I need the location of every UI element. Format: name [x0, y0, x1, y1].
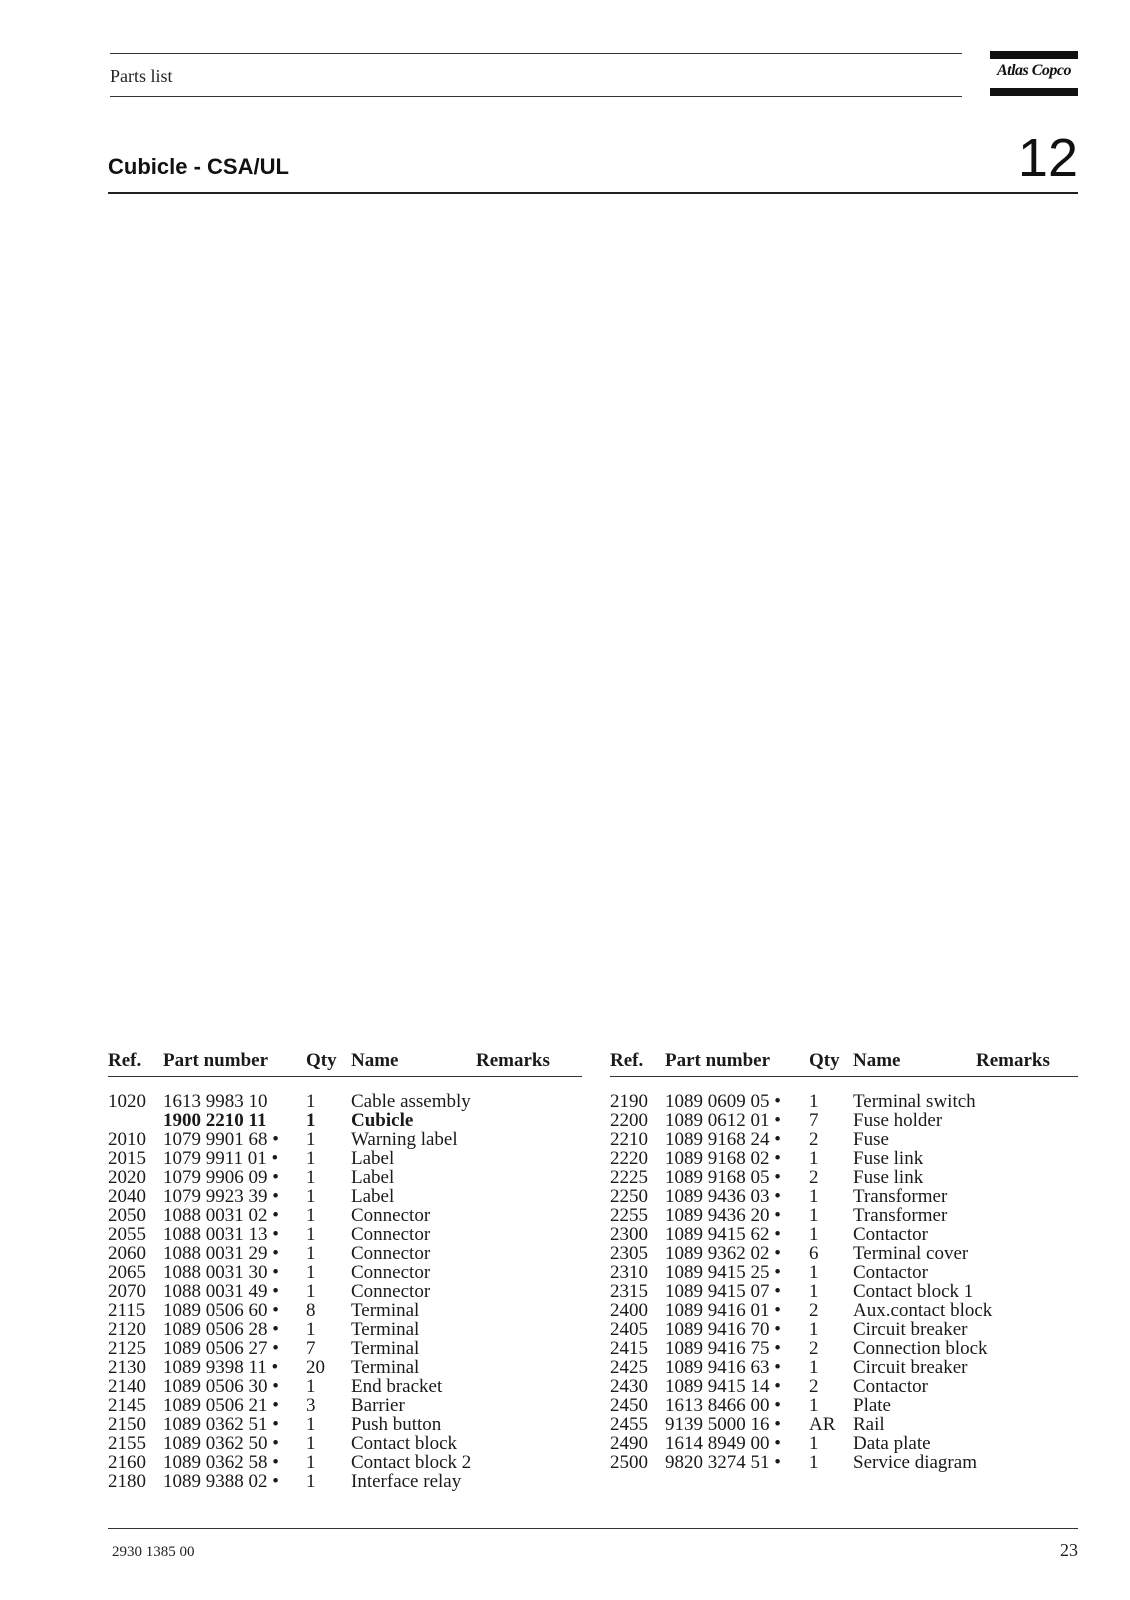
table-row [108, 1092, 582, 1111]
row-ref: 2500 [610, 1452, 648, 1473]
row-part-number: 1089 0362 50 • [163, 1433, 279, 1454]
row-ref: 2115 [108, 1300, 146, 1321]
row-ref: 2040 [108, 1186, 146, 1207]
row-ref: 2180 [108, 1471, 146, 1492]
row-qty: 1 [306, 1205, 316, 1226]
row-ref: 2405 [610, 1319, 648, 1340]
row-ref: 2140 [108, 1376, 146, 1397]
row-qty: 6 [809, 1243, 819, 1264]
table-row [610, 1263, 1078, 1282]
row-name: Data plate [853, 1433, 931, 1454]
table-row [610, 1396, 1078, 1415]
row-ref: 2060 [108, 1243, 146, 1264]
row-name: Terminal [351, 1338, 420, 1359]
row-part-number: 1088 0031 13 • [163, 1224, 279, 1245]
row-ref: 1020 [108, 1091, 146, 1112]
row-part-number: 1089 0506 60 • [163, 1300, 279, 1321]
row-qty: 1 [809, 1148, 819, 1169]
row-part-number: 1089 9415 25 • [665, 1262, 781, 1283]
col-ref: Ref. [108, 1050, 142, 1071]
table-row [610, 1358, 1078, 1377]
row-name: Connector [351, 1224, 431, 1245]
row-part-number: 1089 9416 75 • [665, 1338, 781, 1359]
table-row [108, 1301, 582, 1320]
col-name: Name [351, 1050, 399, 1071]
table-row [610, 1206, 1078, 1225]
row-name: Label [351, 1186, 395, 1207]
row-ref: 2430 [610, 1376, 648, 1397]
table-row [610, 1187, 1078, 1206]
row-name: Fuse holder [853, 1110, 943, 1131]
row-qty: 1 [809, 1186, 819, 1207]
row-ref: 2220 [610, 1148, 648, 1169]
table-row [610, 1130, 1078, 1149]
row-name: Terminal switch [853, 1091, 976, 1112]
row-ref: 2490 [610, 1433, 648, 1454]
row-part-number: 1088 0031 29 • [163, 1243, 279, 1264]
row-part-number: 1089 0362 51 • [163, 1414, 279, 1435]
row-name: Terminal [351, 1357, 420, 1378]
table-row [108, 1225, 582, 1244]
row-qty: 2 [809, 1338, 819, 1359]
row-ref: 2125 [108, 1338, 146, 1359]
row-qty: 1 [809, 1395, 819, 1416]
row-name: Push button [351, 1414, 442, 1435]
row-ref: 2150 [108, 1414, 146, 1435]
section-number: 12 [1017, 128, 1078, 188]
row-name: Circuit breaker [853, 1357, 968, 1378]
row-qty: 1 [306, 1186, 316, 1207]
row-name: Terminal [351, 1300, 420, 1321]
col-ref: Ref. [610, 1050, 644, 1071]
row-ref: 2305 [610, 1243, 648, 1264]
row-ref: 2145 [108, 1395, 146, 1416]
row-qty: 1 [306, 1167, 316, 1188]
row-name: Contact block 2 [351, 1452, 472, 1473]
table-row [610, 1225, 1078, 1244]
row-part-number: 1089 0612 01 • [665, 1110, 781, 1131]
row-qty: 1 [809, 1281, 819, 1302]
col-qty: Qty [809, 1050, 840, 1071]
header-bottom-rule [110, 96, 962, 97]
row-qty: 2 [809, 1376, 819, 1397]
row-ref: 2020 [108, 1167, 146, 1188]
col-remarks: Remarks [976, 1050, 1050, 1071]
row-name: Cubicle [351, 1110, 414, 1131]
row-name: Connector [351, 1262, 431, 1283]
row-name: Plate [853, 1395, 891, 1416]
row-qty: 1 [809, 1262, 819, 1283]
row-qty: 1 [809, 1224, 819, 1245]
row-name: Rail [853, 1414, 885, 1435]
row-part-number: 1089 9168 02 • [665, 1148, 781, 1169]
row-qty: 1 [306, 1471, 316, 1492]
table-header [610, 1050, 1078, 1077]
row-name: Fuse link [853, 1148, 924, 1169]
row-ref: 2130 [108, 1357, 146, 1378]
table-row [108, 1149, 582, 1168]
row-name: End bracket [351, 1376, 443, 1397]
row-part-number: 9139 5000 16 • [665, 1414, 781, 1435]
page-number: 23 [1060, 1540, 1078, 1560]
row-qty: 3 [306, 1395, 316, 1416]
row-qty: 2 [809, 1129, 819, 1150]
table-body-right [610, 1092, 1078, 1472]
table-row [610, 1149, 1078, 1168]
table-row [108, 1377, 582, 1396]
row-part-number: 1079 9901 68 • [163, 1129, 279, 1150]
row-qty: 1 [306, 1129, 316, 1150]
row-part-number: 1088 0031 02 • [163, 1205, 279, 1226]
row-ref: 2450 [610, 1395, 648, 1416]
row-name: Circuit breaker [853, 1319, 968, 1340]
row-name: Contact block 1 [853, 1281, 974, 1302]
document-number: 2930 1385 00 [112, 1544, 195, 1560]
row-name: Label [351, 1167, 395, 1188]
table-row [610, 1301, 1078, 1320]
brand-wordmark: Atlas Copco [996, 62, 1072, 79]
row-name: Transformer [853, 1205, 948, 1226]
table-row [108, 1187, 582, 1206]
row-ref: 2210 [610, 1129, 648, 1150]
row-part-number: 1089 9436 20 • [665, 1205, 781, 1226]
row-ref: 2425 [610, 1357, 648, 1378]
table-row [108, 1320, 582, 1339]
row-part-number: 1079 9923 39 • [163, 1186, 279, 1207]
row-name: Contactor [853, 1262, 928, 1283]
table-row [108, 1244, 582, 1263]
row-ref: 2065 [108, 1262, 146, 1283]
row-ref: 2250 [610, 1186, 648, 1207]
page-title: Cubicle - CSA/UL [108, 154, 289, 179]
row-qty: 1 [306, 1091, 316, 1112]
section-label: Parts list [110, 66, 173, 86]
row-name: Barrier [351, 1395, 405, 1416]
table-row [108, 1453, 582, 1472]
table-row [108, 1415, 582, 1434]
table-row [108, 1130, 582, 1149]
row-ref: 2310 [610, 1262, 648, 1283]
row-part-number: 1089 0506 28 • [163, 1319, 279, 1340]
row-ref: 2315 [610, 1281, 648, 1302]
row-part-number: 1089 9398 11 • [163, 1357, 279, 1378]
table-row [108, 1339, 582, 1358]
row-ref: 2050 [108, 1205, 146, 1226]
row-name: Contactor [853, 1224, 928, 1245]
table-row [108, 1263, 582, 1282]
col-qty: Qty [306, 1050, 337, 1071]
row-qty: AR [809, 1414, 836, 1435]
row-ref: 2225 [610, 1167, 648, 1188]
row-ref: 2190 [610, 1091, 648, 1112]
row-name: Contactor [853, 1376, 928, 1397]
table-row [610, 1339, 1078, 1358]
table-row [108, 1168, 582, 1187]
row-part-number: 1089 0506 21 • [163, 1395, 279, 1416]
row-part-number: 1079 9906 09 • [163, 1167, 279, 1188]
row-part-number: 1079 9911 01 • [163, 1148, 279, 1169]
table-row [108, 1358, 582, 1377]
row-qty: 1 [306, 1319, 316, 1340]
row-ref: 2055 [108, 1224, 146, 1245]
row-name: Terminal cover [853, 1243, 969, 1264]
row-ref: 2200 [610, 1110, 648, 1131]
row-part-number: 1089 0609 05 • [665, 1091, 781, 1112]
row-qty: 1 [809, 1357, 819, 1378]
row-qty: 1 [306, 1110, 316, 1131]
row-part-number: 1089 9415 14 • [665, 1376, 781, 1397]
row-name: Contact block [351, 1433, 458, 1454]
row-part-number: 1089 9168 05 • [665, 1167, 781, 1188]
row-part-number: 1089 0506 30 • [163, 1376, 279, 1397]
row-ref: 2455 [610, 1414, 648, 1435]
parts-table-right [610, 1050, 1078, 1472]
row-part-number: 1089 9415 07 • [665, 1281, 781, 1302]
row-name: Warning label [351, 1129, 458, 1150]
row-part-number: 1614 8949 00 • [665, 1433, 781, 1454]
row-ref: 2255 [610, 1205, 648, 1226]
row-ref: 2415 [610, 1338, 648, 1359]
row-name: Transformer [853, 1186, 948, 1207]
row-qty: 1 [306, 1414, 316, 1435]
illustration-area [108, 200, 1078, 1040]
row-part-number: 1088 0031 30 • [163, 1262, 279, 1283]
row-part-number: 1089 9416 01 • [665, 1300, 781, 1321]
table-row [610, 1320, 1078, 1339]
table-row [108, 1434, 582, 1453]
table-row [610, 1168, 1078, 1187]
row-part-number: 1900 2210 11 [163, 1110, 267, 1131]
row-name: Fuse link [853, 1167, 924, 1188]
row-part-number: 1089 9362 02 • [665, 1243, 781, 1264]
table-row [610, 1111, 1078, 1130]
row-ref: 2400 [610, 1300, 648, 1321]
row-name: Cable assembly [351, 1091, 471, 1112]
logo-bottom-bar [990, 88, 1078, 96]
logo-top-bar [990, 51, 1078, 59]
row-qty: 1 [306, 1262, 316, 1283]
row-part-number: 1089 9436 03 • [665, 1186, 781, 1207]
table-body-left [108, 1092, 582, 1491]
row-qty: 7 [306, 1338, 316, 1359]
row-qty: 8 [306, 1300, 316, 1321]
row-name: Aux.contact block [853, 1300, 993, 1321]
table-row [610, 1453, 1078, 1472]
col-remarks: Remarks [476, 1050, 550, 1071]
table-row [108, 1282, 582, 1301]
table-row [610, 1377, 1078, 1396]
table-header [108, 1050, 582, 1077]
row-part-number: 1089 9416 63 • [665, 1357, 781, 1378]
row-name: Connector [351, 1205, 431, 1226]
row-part-number: 1089 9416 70 • [665, 1319, 781, 1340]
row-name: Connection block [853, 1338, 988, 1359]
footer-rule [108, 1528, 1078, 1529]
row-name: Label [351, 1148, 395, 1169]
row-ref: 2015 [108, 1148, 146, 1169]
row-qty: 1 [809, 1319, 819, 1340]
row-ref: 2155 [108, 1433, 146, 1454]
row-part-number: 1613 9983 10 [163, 1091, 268, 1112]
col-name: Name [853, 1050, 901, 1071]
table-row [610, 1244, 1078, 1263]
row-ref: 2300 [610, 1224, 648, 1245]
row-ref: 2010 [108, 1129, 146, 1150]
row-part-number: 1089 9388 02 • [163, 1471, 279, 1492]
table-row [108, 1111, 582, 1130]
row-qty: 1 [306, 1224, 316, 1245]
row-qty: 1 [809, 1205, 819, 1226]
table-row [108, 1396, 582, 1415]
row-part-number: 9820 3274 51 • [665, 1452, 781, 1473]
row-ref: 2070 [108, 1281, 146, 1302]
row-qty: 1 [306, 1148, 316, 1169]
row-qty: 1 [809, 1091, 819, 1112]
row-part-number: 1089 0506 27 • [163, 1338, 279, 1359]
col-part-number: Part number [665, 1050, 771, 1071]
parts-table-left [108, 1050, 582, 1491]
table-row [610, 1415, 1078, 1434]
row-name: Service diagram [853, 1452, 977, 1473]
row-name: Fuse [853, 1129, 889, 1150]
row-qty: 1 [306, 1376, 316, 1397]
header-top-rule [110, 53, 962, 54]
row-part-number: 1089 9168 24 • [665, 1129, 781, 1150]
row-qty: 2 [809, 1300, 819, 1321]
row-qty: 20 [306, 1357, 325, 1378]
row-qty: 1 [306, 1452, 316, 1473]
row-part-number: 1613 8466 00 • [665, 1395, 781, 1416]
table-row [610, 1092, 1078, 1111]
brand-logo [990, 51, 1078, 96]
row-name: Interface relay [351, 1471, 462, 1492]
row-qty: 1 [306, 1243, 316, 1264]
row-qty: 7 [809, 1110, 819, 1131]
row-part-number: 1088 0031 49 • [163, 1281, 279, 1302]
row-name: Connector [351, 1243, 431, 1264]
row-name: Terminal [351, 1319, 420, 1340]
col-part-number: Part number [163, 1050, 269, 1071]
title-rule [108, 192, 1078, 194]
row-part-number: 1089 9415 62 • [665, 1224, 781, 1245]
row-ref: 2120 [108, 1319, 146, 1340]
row-qty: 1 [809, 1452, 819, 1473]
row-part-number: 1089 0362 58 • [163, 1452, 279, 1473]
row-qty: 1 [809, 1433, 819, 1454]
row-qty: 1 [306, 1433, 316, 1454]
table-row [108, 1472, 582, 1491]
row-name: Connector [351, 1281, 431, 1302]
table-row [610, 1282, 1078, 1301]
row-qty: 2 [809, 1167, 819, 1188]
table-row [108, 1206, 582, 1225]
table-row [610, 1434, 1078, 1453]
row-qty: 1 [306, 1281, 316, 1302]
row-ref: 2160 [108, 1452, 146, 1473]
